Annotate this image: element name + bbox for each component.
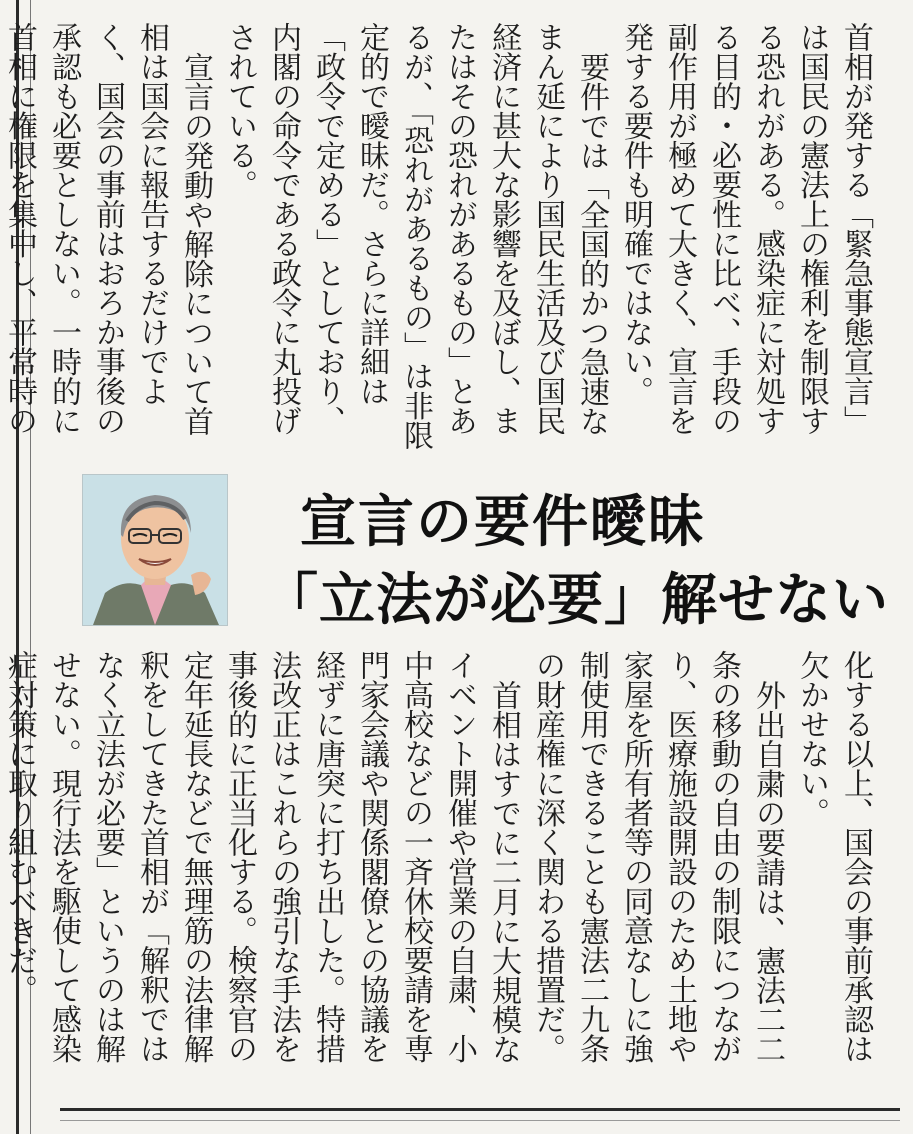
article-paragraph: 首相が発する「緊急事態宣言」は国民の憲法上の権利を制限する恐れがある。感染症に対処する目的・必要性に比べ、手段の副作用が極めて大きく、宣言を発する要件も明確ではない。 [618, 22, 873, 435]
article-paragraph: 外出自粛の要請は、憲法二二条の移動の自由の制限につながり、医療施設開設のため土地や家屋を所有者等の同意なしに強制使用できることも憲法二九条の財産権に深く関わる措置だ。 [530, 650, 785, 1064]
article-paragraph: 宣言の発動や解除について首相は国会に報告するだけでよく、国会の事前はおろか事後の承認も必要としない。一時的に首相に権限を集中し、平常時の [2, 22, 213, 436]
bottom-border-thin-line [60, 1120, 900, 1121]
headline-main: 宣言の要件曖昧 [300, 489, 706, 555]
article-body-upper [2, 22, 877, 450]
author-portrait [82, 474, 228, 626]
article-paragraph: 化する以上、国会の事前承認は欠かせない。 [794, 650, 873, 1063]
bottom-border-line [60, 1108, 900, 1111]
portrait-photo-icon [83, 475, 227, 625]
article-body-lower [2, 650, 877, 1090]
headline-sub: 「立法が必要」解せない [262, 567, 889, 633]
article-paragraph: 要件では「全国的かつ急速なまん延により国民生活及び国民経済に甚大な影響を及ぼし、またはその恐れがあるもの」とあるが、「恐れがあるもの」は非限定的で曖昧だ。さらに詳細は「政令で定める」としており、内閣の命令である政令に丸投げされている。 [222, 22, 609, 450]
article-paragraph: 首相はすでに二月に大規模なイベント開催や営業の自粛、小中高校などの一斉休校要請を専門家会議や関係閣僚との協議を経ずに唐突に打ち出した。特措法改正はこれらの強引な手法を事後的に正当化する。検察官の定年延長などで無理筋の法律解釈をしてきた首相が「解釈ではなく立法が必要」というのは解せない。現行法を駆使して感染症対策に取り組むべきだ。 [2, 650, 521, 1064]
